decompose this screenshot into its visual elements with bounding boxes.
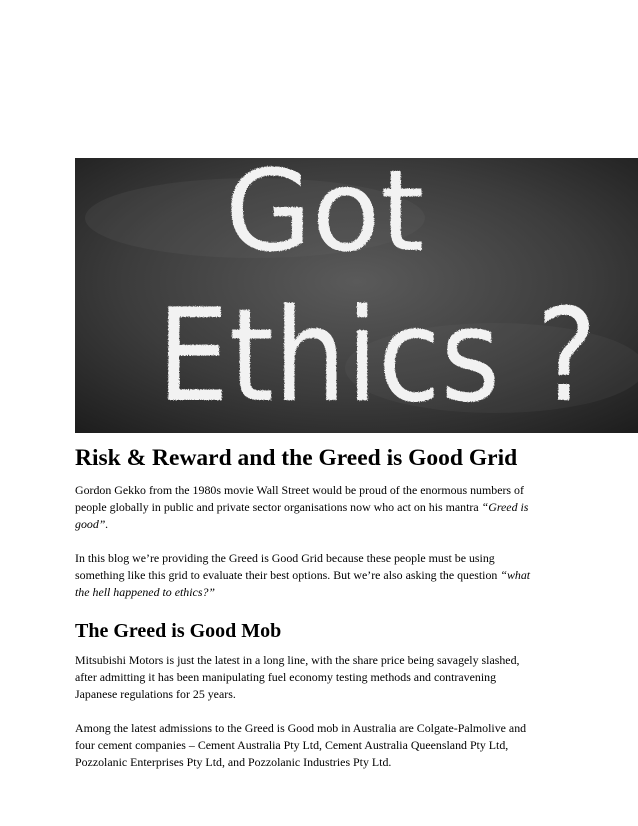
intro-paragraph xyxy=(75,482,585,533)
admissions-line-1: Among the latest admissions to the Greed is Good mob in Australia are Colgate-Palmolive and xyxy=(75,721,527,735)
grid-quote-end: the hell happened to ethics?” xyxy=(75,585,216,599)
article-title: Risk & Reward and the Greed is Good Grid xyxy=(75,445,518,471)
intro-quote-end: good”. xyxy=(75,517,109,531)
intro-line-2-text: people globally in public and private sector organisations now who act on his mantra xyxy=(75,500,482,514)
mitsubishi-line-2: after admitting it has been manipulating fuel economy testing methods and contravening xyxy=(75,670,497,684)
intro-line-1: Gordon Gekko from the 1980s movie Wall Street would be proud of the enormous numbers of xyxy=(75,483,524,497)
hero-text-ethics: Ethics ? xyxy=(157,282,597,431)
mitsubishi-paragraph xyxy=(75,652,585,703)
grid-line-2 xyxy=(75,567,585,584)
grid-line-2-text: something like this grid to evaluate their best options. But we’re also asking the question xyxy=(75,568,501,582)
admissions-line-3: Pozzolanic Enterprises Pty Ltd, and Pozzolanic Industries Pty Ltd. xyxy=(75,755,392,769)
hero-image xyxy=(75,158,638,433)
intro-line-3 xyxy=(75,516,585,533)
intro-quote-start: “Greed is xyxy=(481,500,529,514)
hero-text-got: Got xyxy=(225,158,425,277)
grid-line-1: In this blog we’re providing the Greed is Good Grid because these people must be using xyxy=(75,551,495,565)
admissions-line-2: four cement companies – Cement Australia Pty Ltd, Cement Australia Queensland Pty Ltd, xyxy=(75,738,509,752)
grid-quote-start: “what xyxy=(500,568,531,582)
section-heading: The Greed is Good Mob xyxy=(75,620,282,642)
mitsubishi-line-3: Japanese regulations for 25 years. xyxy=(75,687,236,701)
mitsubishi-line-1: Mitsubishi Motors is just the latest in a long line, with the share price being savagely slashed, xyxy=(75,653,520,667)
grid-line-3 xyxy=(75,584,585,601)
grid-paragraph xyxy=(75,550,585,601)
article-body xyxy=(75,443,585,771)
chalkboard-graphic xyxy=(75,158,638,433)
intro-line-2 xyxy=(75,499,585,516)
admissions-paragraph xyxy=(75,720,585,771)
